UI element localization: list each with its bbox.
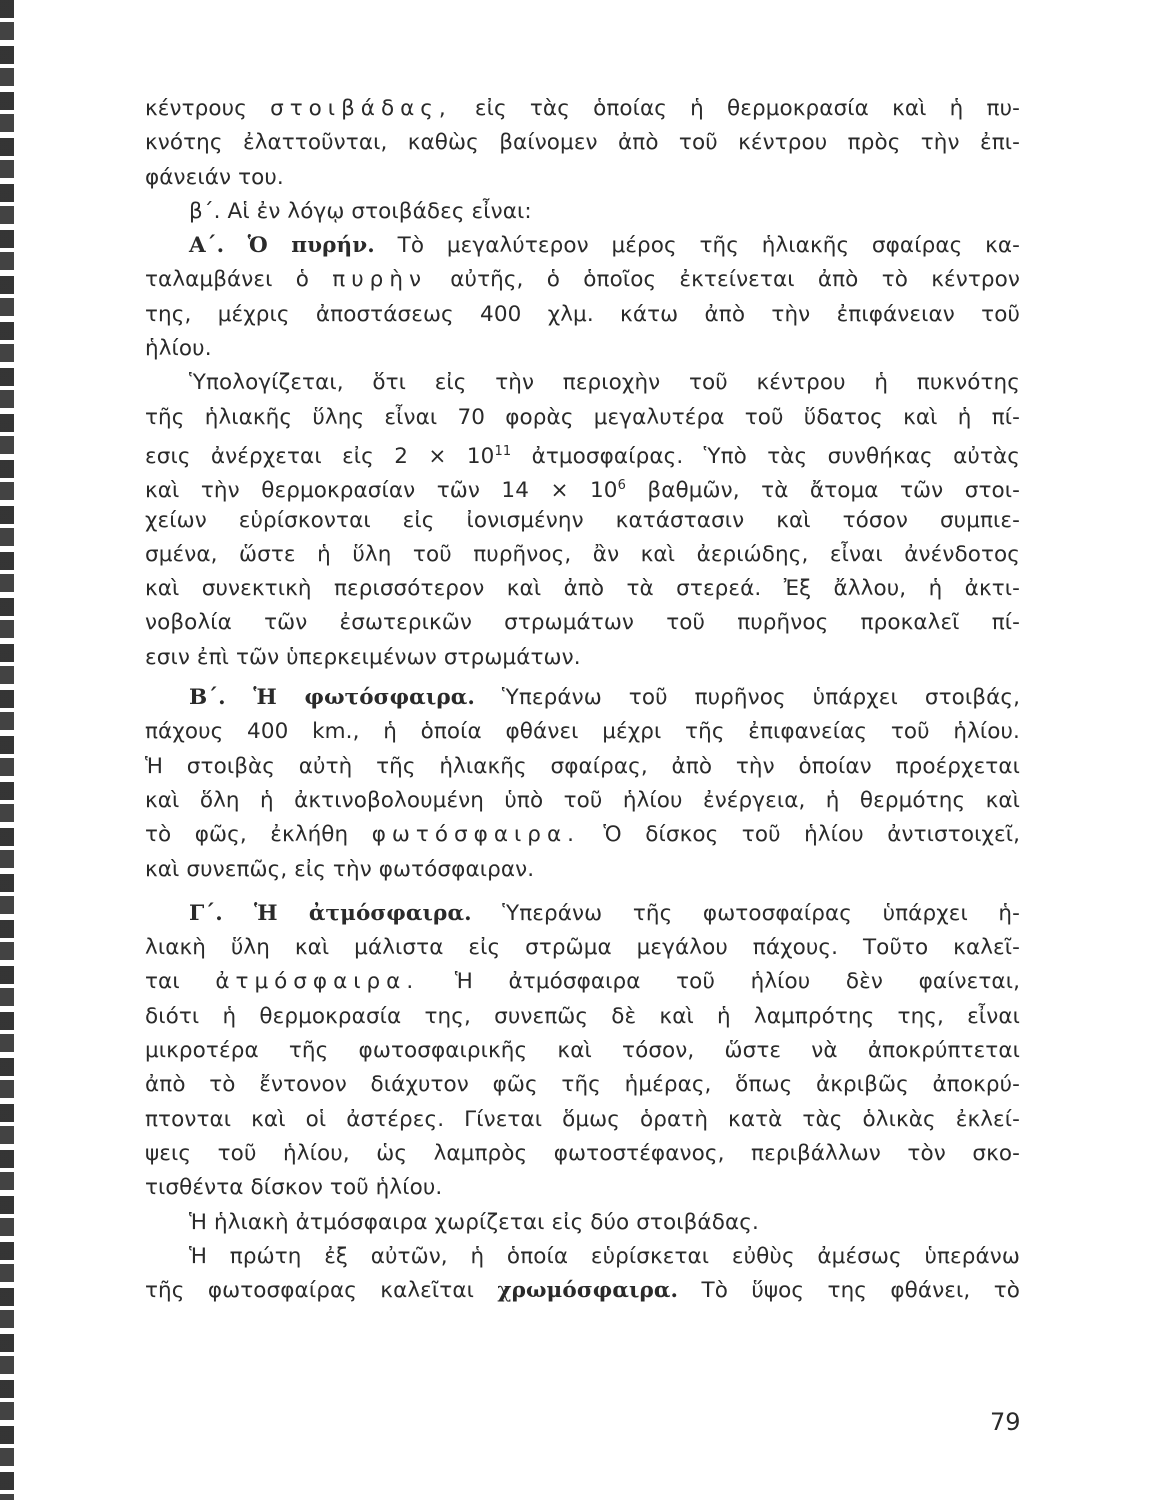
- text-line: σμένα, ὥστε ἡ ὕλη τοῦ πυρῆνος, ἂν καὶ ἀεριώδης, εἶναι ἀνένδοτος: [145, 541, 1020, 567]
- text-line: τῆς ἡλιακῆς ὕλης εἶναι 70 φορὰς μεγαλυτέρα τοῦ ὕδατος καὶ ἡ πί-: [145, 404, 1020, 430]
- text-line: τισθέντα δίσκον τοῦ ἡλίου.: [145, 1175, 443, 1201]
- text-line: Ἡ στοιβὰς αὐτὴ τῆς ἡλιακῆς σφαίρας, ἀπὸ τὴν ὁποίαν προέρχεται: [145, 753, 1020, 779]
- text-line: νοβολία τῶν ἐσωτερικῶν στρωμάτων τοῦ πυρῆνος προκαλεῖ πί-: [145, 610, 1020, 636]
- text-line: κέντρους στοιβάδας, εἰς τὰς ὁποίας ἡ θερμοκρασία καὶ ἡ πυ-: [145, 96, 1020, 121]
- text-line: χείων εὑρίσκονται εἰς ἰονισμένην κατάστασιν καὶ τόσον συμπιε-: [145, 507, 1020, 533]
- scan-edge: [0, 0, 14, 1500]
- section-heading-atmosphere: Γ΄. Ἡ ἀτμόσφαιρα. Ὑπεράνω τῆς φωτοσφαίρας ὑπάρχει ἡ-: [189, 900, 1020, 926]
- text-line: διότι ἡ θερμοκρασία της, συνεπῶς δὲ καὶ ἡ λαμπρότης της, εἶναι: [145, 1003, 1020, 1029]
- text-line: ταλαμβάνει ὁ πυρὴν αὐτῆς, ὁ ὁποῖος ἐκτείνεται ἀπὸ τὸ κέντρον: [145, 267, 1021, 293]
- text-line: τὸ φῶς, ἐκλήθη φωτόσφαιρα. Ὁ δίσκος τοῦ ἡλίου ἀντιστοιχεῖ,: [145, 822, 1021, 848]
- text-line: εσιν ἐπὶ τῶν ὑπερκειμένων στρωμάτων.: [145, 644, 581, 670]
- text-line: ἀπὸ τὸ ἔντονον διάχυτον φῶς τῆς ἡμέρας, ὅπως ἀκριβῶς ἀποκρύ-: [145, 1072, 1020, 1098]
- text-line: καὶ τὴν θερμοκρασίαν τῶν $14 \times 10^6$ βαθμῶν, τὰ ἄτομα τῶν στοι-: [145, 478, 1020, 504]
- text-line: καὶ συνεπῶς, εἰς τὴν φωτόσφαιραν.: [145, 856, 535, 882]
- section-heading-pyrin: Α΄. Ὁ πυρήν. Τὸ μεγαλύτερον μέρος τῆς ἡλιακῆς σφαίρας κα-: [189, 233, 1020, 259]
- text-line: ἡλίου.: [145, 336, 212, 362]
- text-line: λιακὴ ὕλη καὶ μάλιστα εἰς στρῶμα μεγάλου πάχους. Τοῦτο καλεῖ-: [145, 935, 1020, 961]
- text-line: μικροτέρα τῆς φωτοσφαιρικῆς καὶ τόσον, ὥστε νὰ ἀποκρύπτεται: [145, 1038, 1020, 1064]
- text-line: Ὑπολογίζεται, ὅτι εἰς τὴν περιοχὴν τοῦ κέντρου ἡ πυκνότης: [189, 370, 1020, 396]
- page-text: [145, 92, 1020, 1308]
- text-line: πτονται καὶ οἱ ἀστέρες. Γίνεται ὅμως ὁρατὴ κατὰ τὰς ὁλικὰς ἐκλεί-: [145, 1106, 1020, 1132]
- section-heading-photosphere: Β΄. Ἡ φωτόσφαιρα. Ὑπεράνω τοῦ πυρῆνος ὑπάρχει στοιβάς,: [189, 685, 1020, 711]
- text-line: Ἡ πρώτη ἐξ αὐτῶν, ἡ ὁποία εὑρίσκεται εὐθὺς ἀμέσως ὑπεράνω: [189, 1243, 1020, 1269]
- text-line: της, μέχρις ἀποστάσεως 400 χλμ. κάτω ἀπὸ τὴν ἐπιφάνειαν τοῦ: [145, 301, 1020, 327]
- text-line: πάχους 400 km., ἡ ὁποία φθάνει μέχρι τῆς ἐπιφανείας τοῦ ἡλίου.: [145, 719, 1020, 745]
- text-line: εσις ἀνέρχεται εἰς $2 \times 10^{11}$ ἀτμοσφαίρας. Ὑπὸ τὰς συνθήκας αὐτὰς: [145, 443, 1020, 470]
- text-line: ται ἀτμόσφαιρα. Ἡ ἀτμόσφαιρα τοῦ ἡλίου δὲν φαίνεται,: [145, 969, 1021, 995]
- text-line: φάνειάν του.: [145, 164, 284, 190]
- page-number: 79: [990, 1408, 1021, 1436]
- text-line: β΄. Αἱ ἐν λόγῳ στοιβάδες εἶναι:: [189, 198, 532, 224]
- text-line: καὶ ὅλη ἡ ἀκτινοβολουμένη ὑπὸ τοῦ ἡλίου ἐνέργεια, ἡ θερμότης καὶ: [145, 787, 1020, 813]
- text-line: κνότης ἐλαττοῦνται, καθὼς βαίνομεν ἀπὸ τοῦ κέντρου πρὸς τὴν ἐπι-: [145, 130, 1020, 156]
- text-line: Ἡ ἡλιακὴ ἀτμόσφαιρα χωρίζεται εἰς δύο στοιβάδας.: [189, 1209, 759, 1235]
- text-line: ψεις τοῦ ἡλίου, ὡς λαμπρὸς φωτοστέφανος, περιβάλλων τὸν σκο-: [145, 1140, 1020, 1166]
- text-line: καὶ συνεκτικὴ περισσότερον καὶ ἀπὸ τὰ στερεά. Ἐξ ἄλλου, ἡ ἀκτι-: [145, 576, 1020, 602]
- text-line: τῆς φωτοσφαίρας καλεῖται χρωμόσφαιρα. Τὸ ὕψος της φθάνει, τὸ: [145, 1278, 1020, 1304]
